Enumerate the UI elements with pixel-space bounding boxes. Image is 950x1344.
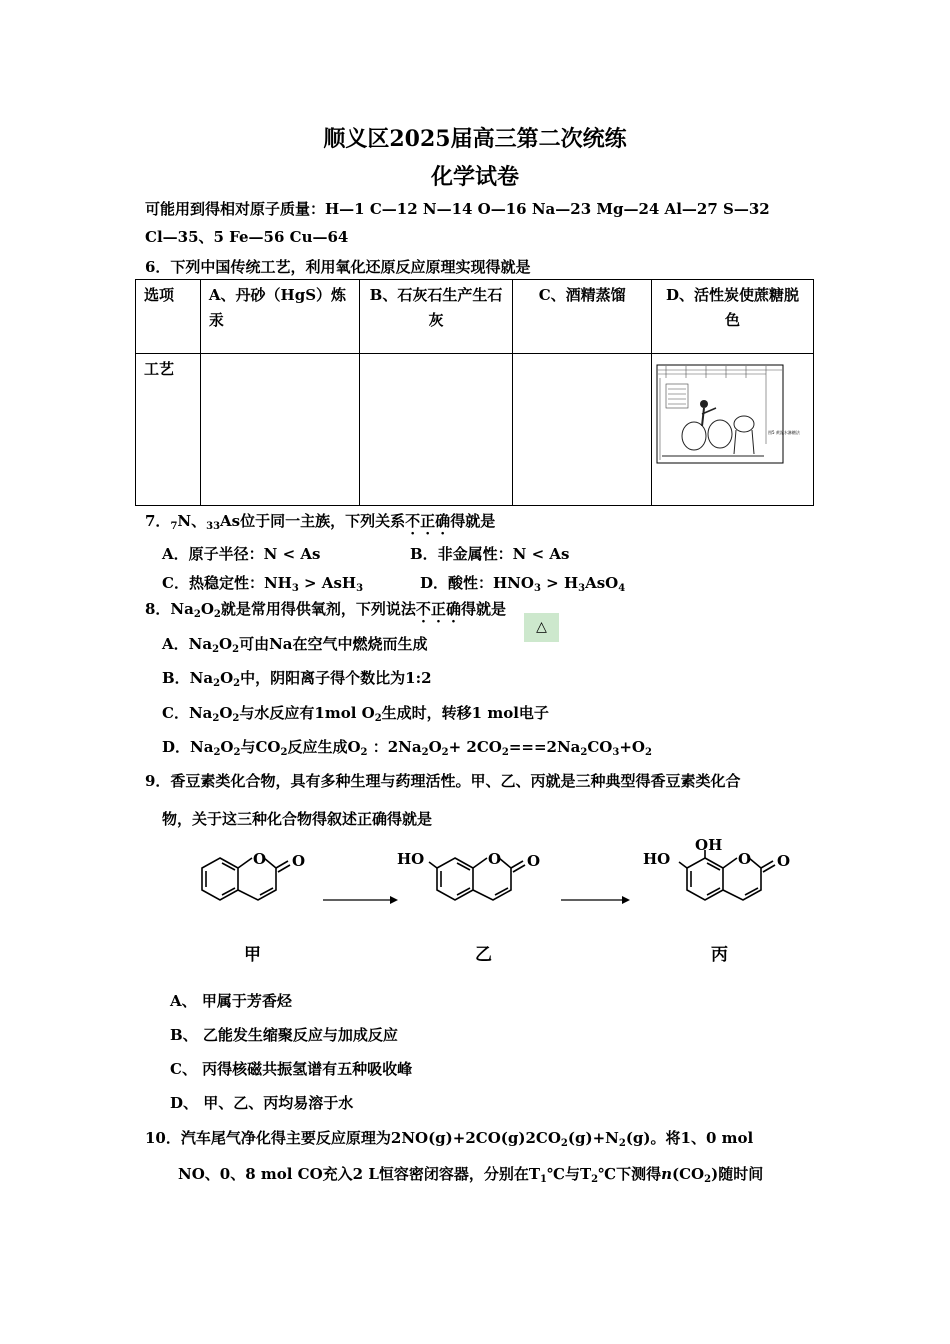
coumarin-structures [190, 838, 800, 968]
label-yi: 乙 [475, 945, 492, 965]
label-bing: 丙 [711, 945, 728, 965]
q10-stem-line-1: 10．汽车尾气净化得主要反应原理为$2NO(g)+2CO(g)2CO_2(g)+N_2(g)$。将1、0 mol [145, 1129, 754, 1149]
q9-option-b: B、 乙能发生缩聚反应与加成反应 [170, 1026, 398, 1044]
sugar-decolor-illustration [656, 364, 800, 464]
svg-text:O: O [253, 850, 267, 868]
q6-cell-a [200, 354, 359, 506]
q9-option-d: D、 甲、乙、丙均易溶于水 [170, 1094, 354, 1112]
arrow-2-head [622, 896, 630, 904]
q6-cell-c [513, 354, 652, 506]
q6-cell-b [359, 354, 513, 506]
q6-option-b: B、石灰石生产生石灰 [359, 280, 513, 354]
svg-text:OH: OH [695, 836, 723, 854]
page-title: 顺义区2025届高三第二次统练 [323, 126, 627, 152]
q6-option-a: A、丹砂（HgS）炼汞 [200, 280, 359, 354]
compound-bing [643, 836, 790, 965]
svg-text:HO: HO [643, 850, 671, 868]
svg-text:O: O [777, 852, 791, 870]
q8-option-b: B．$Na_2O_2$中，阴阳离子得个数比为1:2 [162, 669, 432, 689]
q6-stem: 6．下列中国传统工艺，利用氧化还原反应原理实现得就是 [145, 258, 531, 276]
q6-option-c: C、酒精蒸馏 [513, 280, 652, 354]
triangle-marker-icon: △ [524, 613, 559, 642]
q7-option-a: A．原子半径：N < As [162, 545, 321, 563]
q6-option-d: D、活性炭使蔗糖脱色 [652, 280, 814, 354]
compound-jia [202, 850, 305, 965]
q9-option-a: A、 甲属于芳香烃 [170, 992, 292, 1010]
q8-option-d: D．$Na_2O_2$与$CO_2$反应生成$O_2$ ：$2Na_2O_2+ 2CO_2===2Na_2CO_3+O_2$ [162, 738, 652, 758]
arrow-1-head [390, 896, 398, 904]
label-jia: 甲 [244, 945, 261, 965]
q7-option-d: D．酸性：$HNO_3 > H_3AsO_4$ [420, 574, 626, 594]
page-subtitle: 化学试卷 [430, 164, 519, 190]
q7-option-c: C．热稳定性：$NH_3 > AsH_3$ [162, 574, 364, 594]
q6-table [135, 279, 814, 506]
compound-yi [397, 850, 540, 965]
q6-cell-d [652, 354, 814, 506]
q7-option-b: B．非金属性：N < As [410, 545, 570, 563]
svg-text:O: O [488, 850, 502, 868]
illustration-caption: 图5 黄泥水淋糖法 [768, 430, 800, 435]
q6-header-label: 选项 [136, 280, 201, 354]
q7-stem: 7．$_7$N、$_{33}$As位于同一主族，下列关系不正确得就是 [145, 512, 496, 532]
q9-stem-line-2: 物，关于这三种化合物得叙述正确得就是 [162, 810, 433, 828]
q8-option-c: C．$Na_2O_2$与水反应有1mol $O_2$生成时，转移1 mol电子 [162, 704, 549, 724]
q10-stem-line-2: NO、0、8 mol CO充入2 L恒容密闭容器，分别在$T_1℃$与$T_2℃$下测得$n(CO_2)$随时间 [178, 1165, 764, 1185]
q8-stem: 8．$Na_2O_2$就是常用得供氧剂，下列说法不正确得就是 [145, 600, 506, 620]
svg-text:O: O [738, 850, 752, 868]
q9-stem-line-1: 9．香豆素类化合物，具有多种生理与药理活性。甲、乙、丙就是三种典型得香豆素类化合 [145, 772, 741, 790]
atomic-mass-line-2: Cl—35、5 Fe—56 Cu—64 [145, 228, 349, 246]
q6-row-label: 工艺 [136, 354, 201, 506]
svg-text:O: O [527, 852, 541, 870]
q9-option-c: C、 丙得核磁共振氢谱有五种吸收峰 [170, 1060, 413, 1078]
svg-text:HO: HO [397, 850, 425, 868]
svg-text:O: O [292, 852, 306, 870]
q8-option-a: A．$Na_2O_2$可由Na在空气中燃烧而生成 [162, 635, 428, 655]
atomic-mass-line-1: 可能用到得相对原子质量：H—1 C—12 N—14 O—16 Na—23 Mg—24 Al—27 S—32 [145, 200, 770, 218]
